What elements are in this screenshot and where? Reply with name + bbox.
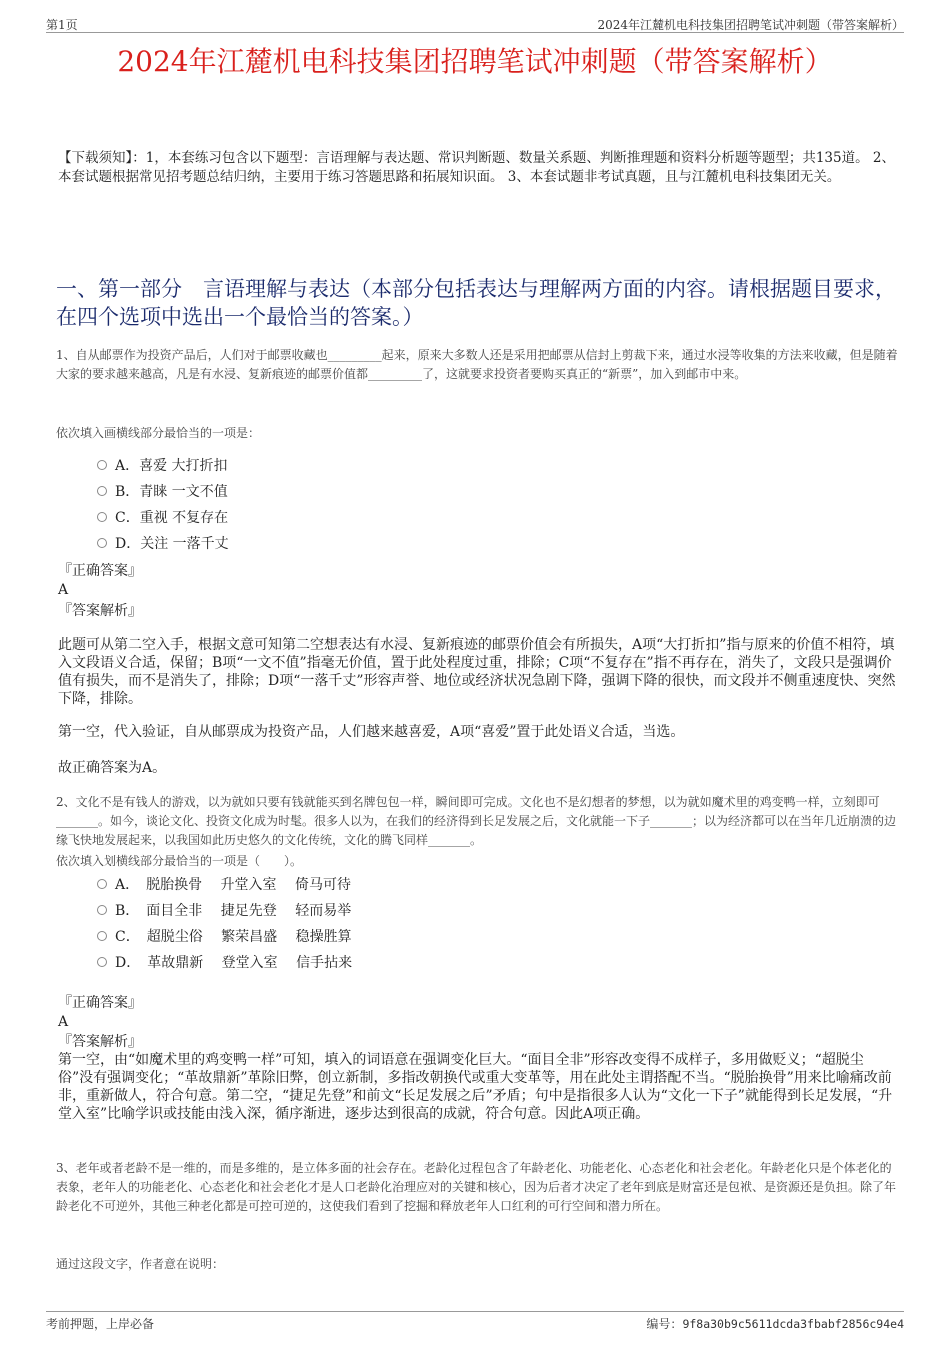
question-1-analysis bbox=[58, 636, 898, 708]
question-3-stem: 3、老年或者老龄不是一维的，而是多维的，是立体多面的社会存在。老龄化过程包含了年龄老化、功能老化、心态老化和社会老化。年龄老化只是个体老化的表象，老年人的功能老化、心态老化和社会老化才是人口老龄化治理应对的关键和核心，因为后者才决定了老年到底是财富还是包袱、是资源还是负担。除了年龄老化不可逆外，其他三种老化都是可控可逆的，这使我们看到了挖掘和释放老年人口红利的可行空间和潜力所在。 bbox=[56, 1161, 897, 1213]
question-2-answer: A bbox=[58, 1014, 69, 1030]
option-d[interactable]: D．关注 一落千丈 bbox=[97, 531, 229, 557]
page-footer bbox=[46, 1311, 904, 1332]
radio-icon[interactable] bbox=[97, 486, 107, 496]
radio-icon[interactable] bbox=[97, 879, 107, 889]
question-2-analysis-label: 『答案解析』 bbox=[58, 1034, 142, 1050]
question-2-answer-label: 『正确答案』 bbox=[58, 995, 142, 1011]
question-1-options bbox=[97, 453, 229, 557]
option-b[interactable]: B． 面目全非 捷足先登 轻而易举 bbox=[97, 898, 352, 924]
question-1-answer: A bbox=[58, 582, 69, 598]
question-1-stem: 1、自从邮票作为投资产品后，人们对于邮票收藏也_________起来，原来大多数人还是采用把邮票从信封上剪裁下来，通过水浸等收集的方法来收藏，但是随着大家的要求越来越高，凡是有水浸、复新痕迹的邮票价值都_________了，这就要求投资者要购买真正的“新票”，加入到邮市中来。 bbox=[56, 348, 898, 381]
question-1-conclusion: 故正确答案为A。 bbox=[58, 760, 167, 776]
radio-icon[interactable] bbox=[97, 512, 107, 522]
footer-slogan: 考前押题，上岸必备 bbox=[46, 1317, 155, 1331]
radio-icon[interactable] bbox=[97, 905, 107, 915]
document-title: 2024年江麓机电科技集团招聘笔试冲刺题（带答案解析） bbox=[117, 45, 833, 78]
footer-code: 编号：9f8a30b9c5611dcda3fbabf2856c94e4 bbox=[646, 1317, 904, 1331]
section-heading: 一、第一部分 言语理解与表达（本部分包括表达与理解两方面的内容。请根据题目要求，在四个选项中选出一个最恰当的答案。） bbox=[56, 277, 896, 329]
radio-icon[interactable] bbox=[97, 460, 107, 470]
question-3-ask: 通过这段文字，作者意在说明： bbox=[56, 1257, 225, 1271]
option-a[interactable]: A． 脱胎换骨 升堂入室 倚马可待 bbox=[97, 872, 352, 898]
option-d[interactable]: D． 革故鼎新 登堂入室 信手拈来 bbox=[97, 950, 352, 976]
question-2-ask: 依次填入划横线部分最恰当的一项是（ ）。 bbox=[56, 854, 303, 868]
question-1-answer-label: 『正确答案』 bbox=[58, 563, 142, 579]
download-notice: 【下载须知】：1，本套练习包含以下题型：言语理解与表达题、常识判断题、数量关系题、判断推理题和资料分析题等题型；共135道。 2、本套试题根据常见招考题总结归纳，主要用于练习答题思路和拓展知识面。 3、本套试题非考试真题，且与江麓机电科技集团无关。 bbox=[58, 150, 895, 185]
analysis-paragraph: 此题可从第二空入手，根据文意可知第二空想表达有水浸、复新痕迹的邮票价值会有所损失，A项“大打折扣”指与原来的价值不相符，填入文段语义合适，保留；B项“一文不值”指毫无价值，置于此处程度过重，排除；C项“不复存在”指不再存在，消失了，文段只是强调价值有损失，而不是消失了，排除；D项“一落千丈”形容声誉、地位或经济状况急剧下降，强调下降的很快，而文段并不侧重速度快、突然下降，排除。 bbox=[58, 637, 896, 707]
question-1-ask: 依次填入画横线部分最恰当的一项是： bbox=[56, 426, 261, 440]
option-c[interactable]: C．重视 不复存在 bbox=[97, 505, 229, 531]
header-doc-title: 2024年江麓机电科技集团招聘笔试冲刺题（带答案解析） bbox=[597, 18, 904, 32]
radio-icon[interactable] bbox=[97, 538, 107, 548]
radio-icon[interactable] bbox=[97, 957, 107, 967]
question-2-options bbox=[97, 872, 352, 976]
page-number: 第1页 bbox=[46, 18, 78, 32]
question-1-analysis-2: 第一空，代入验证，自从邮票成为投资产品，人们越来越喜爱，A项“喜爱”置于此处语义合适，当选。 bbox=[58, 724, 685, 740]
radio-icon[interactable] bbox=[97, 931, 107, 941]
option-a[interactable]: A．喜爱 大打折扣 bbox=[97, 453, 229, 479]
option-c[interactable]: C． 超脱尘俗 繁荣昌盛 稳操胜算 bbox=[97, 924, 352, 950]
question-1-analysis-label: 『答案解析』 bbox=[58, 603, 142, 619]
question-2-stem: 2、文化不是有钱人的游戏，以为就如只要有钱就能买到名牌包包一样，瞬间即可完成。文化也不是幻想者的梦想，以为就如魔术里的鸡变鸭一样，立刻即可_______。如今，谈论文化、投资文化成为时髦。很多人以为，在我们的经济得到长足发展之后，文化就能一下子_______；以为经济都可以在当年几近崩溃的边缘飞快地发展起来，以我国如此历史悠久的文化传统，文化的腾飞同样_______。 bbox=[56, 795, 897, 847]
option-b[interactable]: B．青睐 一文不值 bbox=[97, 479, 229, 505]
page-header bbox=[46, 14, 904, 33]
question-2-analysis: 第一空，由“如魔术里的鸡变鸭一样”可知，填入的词语意在强调变化巨大。“面目全非”形容改变得不成样子，多用做贬义；“超脱尘俗”没有强调变化；“革故鼎新”革除旧弊，创立新制，多指改朝换代或重大变革等，用在此处主谓搭配不当。“脱胎换骨”用来比喻痛改前非，重新做人，符合句意。第二空，“捷足先登”和前文“长足发展之后”矛盾；句中是指很多人认为“文化一下子”就能得到长足发展，“升堂入室”比喻学识或技能由浅入深，循序渐进，逐步达到很高的成就，符合句意。因此A项正确。 bbox=[58, 1052, 893, 1122]
